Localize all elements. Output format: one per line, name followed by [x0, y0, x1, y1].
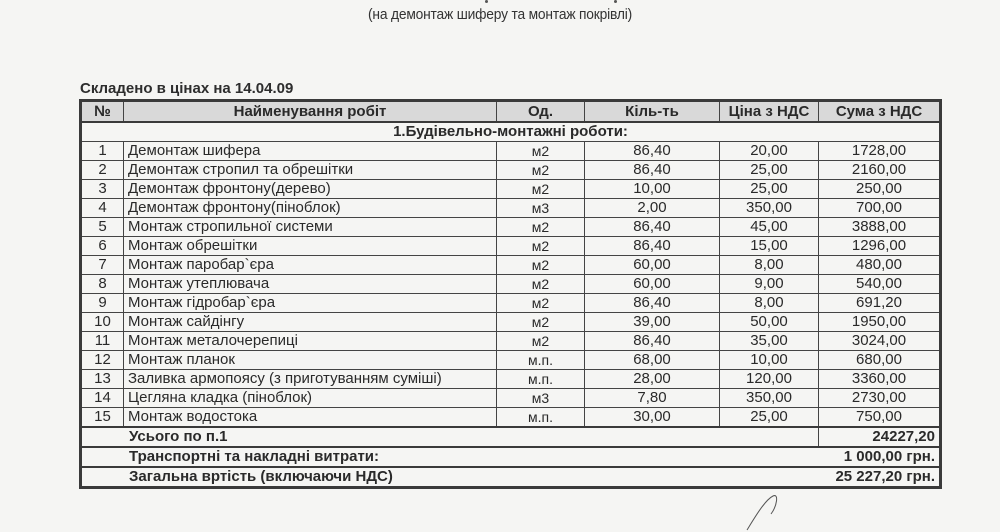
transport-costs-label: Транспортні та накладні витрати:	[81, 447, 720, 467]
transport-costs-row	[81, 447, 941, 467]
row-num: 4	[81, 199, 124, 218]
row-name: Демонтаж стропил та обрешітки	[124, 161, 497, 180]
row-name: Монтаж водостока	[124, 408, 497, 428]
document-subtitle: (на демонтаж шиферу та монтаж покрівлі)	[367, 6, 633, 23]
row-num: 11	[81, 332, 124, 351]
row-price: 10,00	[720, 351, 819, 370]
row-name: Демонтаж фронтону(дерево)	[124, 180, 497, 199]
row-price: 120,00	[720, 370, 819, 389]
table-row	[81, 370, 941, 389]
row-num: 5	[81, 218, 124, 237]
row-qty: 60,00	[585, 275, 720, 294]
row-sum: 750,00	[819, 408, 941, 428]
row-sum: 680,00	[819, 351, 941, 370]
row-name: Цегляна кладка (піноблок)	[124, 389, 497, 408]
row-price: 45,00	[720, 218, 819, 237]
row-price: 25,00	[720, 161, 819, 180]
row-sum: 700,00	[819, 199, 941, 218]
row-num: 6	[81, 237, 124, 256]
row-qty: 7,80	[585, 389, 720, 408]
row-qty: 10,00	[585, 180, 720, 199]
section-title: 1.Будівельно-монтажні роботи:	[81, 122, 941, 142]
row-sum: 1950,00	[819, 313, 941, 332]
row-name: Монтаж планок	[124, 351, 497, 370]
row-unit: м.п.	[497, 351, 585, 370]
row-sum: 3888,00	[819, 218, 941, 237]
row-name: Монтаж паробар`єра	[124, 256, 497, 275]
row-qty: 86,40	[585, 218, 720, 237]
row-price: 20,00	[720, 142, 819, 161]
row-num: 3	[81, 180, 124, 199]
section-title-row	[81, 122, 941, 142]
row-qty: 28,00	[585, 370, 720, 389]
row-sum: 691,20	[819, 294, 941, 313]
row-num: 15	[81, 408, 124, 428]
row-price: 25,00	[720, 408, 819, 428]
row-price: 350,00	[720, 389, 819, 408]
table-row	[81, 408, 941, 428]
estimate-table	[79, 99, 942, 489]
row-qty: 68,00	[585, 351, 720, 370]
row-qty: 86,40	[585, 142, 720, 161]
transport-costs-value: 1 000,00 грн.	[720, 447, 941, 467]
header-unit: Од.	[497, 101, 585, 123]
row-price: 9,00	[720, 275, 819, 294]
row-sum: 2730,00	[819, 389, 941, 408]
row-sum: 3360,00	[819, 370, 941, 389]
row-unit: м2	[497, 237, 585, 256]
row-name: Монтаж сайдінгу	[124, 313, 497, 332]
row-price: 25,00	[720, 180, 819, 199]
row-unit: м3	[497, 389, 585, 408]
row-unit: м.п.	[497, 408, 585, 428]
row-sum: 540,00	[819, 275, 941, 294]
table-row	[81, 313, 941, 332]
row-unit: м2	[497, 275, 585, 294]
row-unit: м2	[497, 313, 585, 332]
grand-total-value: 25 227,20 грн.	[720, 467, 941, 488]
row-unit: м2	[497, 294, 585, 313]
stray-mark	[485, 0, 488, 3]
table-row	[81, 351, 941, 370]
table-row	[81, 256, 941, 275]
row-unit: м2	[497, 180, 585, 199]
table-row	[81, 237, 941, 256]
signature-mark	[745, 492, 785, 532]
row-price: 35,00	[720, 332, 819, 351]
row-qty: 2,00	[585, 199, 720, 218]
row-num: 12	[81, 351, 124, 370]
row-unit: м2	[497, 332, 585, 351]
row-sum: 1728,00	[819, 142, 941, 161]
row-num: 10	[81, 313, 124, 332]
table-header-row	[81, 101, 941, 123]
stray-mark	[614, 0, 617, 3]
row-num: 7	[81, 256, 124, 275]
row-name: Монтаж утеплювача	[124, 275, 497, 294]
header-price: Ціна з НДС	[720, 101, 819, 123]
row-name: Монтаж обрешітки	[124, 237, 497, 256]
row-sum: 2160,00	[819, 161, 941, 180]
table-row	[81, 161, 941, 180]
header-qty: Кіль-ть	[585, 101, 720, 123]
row-name: Монтаж стропильної системи	[124, 218, 497, 237]
row-sum: 250,00	[819, 180, 941, 199]
row-price: 8,00	[720, 256, 819, 275]
table-row	[81, 142, 941, 161]
row-price: 50,00	[720, 313, 819, 332]
prices-date-note: Складено в цінах на 14.04.09	[80, 80, 294, 97]
header-sum: Сума з НДС	[819, 101, 941, 123]
row-num: 14	[81, 389, 124, 408]
row-qty: 86,40	[585, 332, 720, 351]
row-num: 2	[81, 161, 124, 180]
row-sum: 1296,00	[819, 237, 941, 256]
row-qty: 86,40	[585, 161, 720, 180]
row-unit: м2	[497, 218, 585, 237]
row-name: Монтаж гідробар`єра	[124, 294, 497, 313]
row-name: Демонтаж шифера	[124, 142, 497, 161]
row-qty: 60,00	[585, 256, 720, 275]
row-price: 15,00	[720, 237, 819, 256]
row-num: 13	[81, 370, 124, 389]
row-unit: м3	[497, 199, 585, 218]
row-num: 1	[81, 142, 124, 161]
row-unit: м2	[497, 142, 585, 161]
table-row	[81, 199, 941, 218]
row-qty: 39,00	[585, 313, 720, 332]
subtotal-value: 24227,20	[819, 427, 941, 447]
row-num: 8	[81, 275, 124, 294]
grand-total-label: Загальна вртість (включаючи НДС)	[81, 467, 720, 488]
row-sum: 480,00	[819, 256, 941, 275]
row-qty: 30,00	[585, 408, 720, 428]
table-row	[81, 180, 941, 199]
row-name: Монтаж металочерепиці	[124, 332, 497, 351]
subtotal-label: Усього по п.1	[81, 427, 819, 447]
row-price: 8,00	[720, 294, 819, 313]
table-row	[81, 218, 941, 237]
header-num: №	[81, 101, 124, 123]
row-name: Демонтаж фронтону(піноблок)	[124, 199, 497, 218]
row-unit: м.п.	[497, 370, 585, 389]
table-row	[81, 332, 941, 351]
row-price: 350,00	[720, 199, 819, 218]
subtotal-row	[81, 427, 941, 447]
header-name: Найменування робіт	[124, 101, 497, 123]
row-unit: м2	[497, 256, 585, 275]
row-num: 9	[81, 294, 124, 313]
row-unit: м2	[497, 161, 585, 180]
row-qty: 86,40	[585, 294, 720, 313]
table-row	[81, 275, 941, 294]
row-sum: 3024,00	[819, 332, 941, 351]
table-row	[81, 389, 941, 408]
table-row	[81, 294, 941, 313]
grand-total-row	[81, 467, 941, 488]
row-qty: 86,40	[585, 237, 720, 256]
row-name: Заливка армопоясу (з приготуванням суміші)	[124, 370, 497, 389]
